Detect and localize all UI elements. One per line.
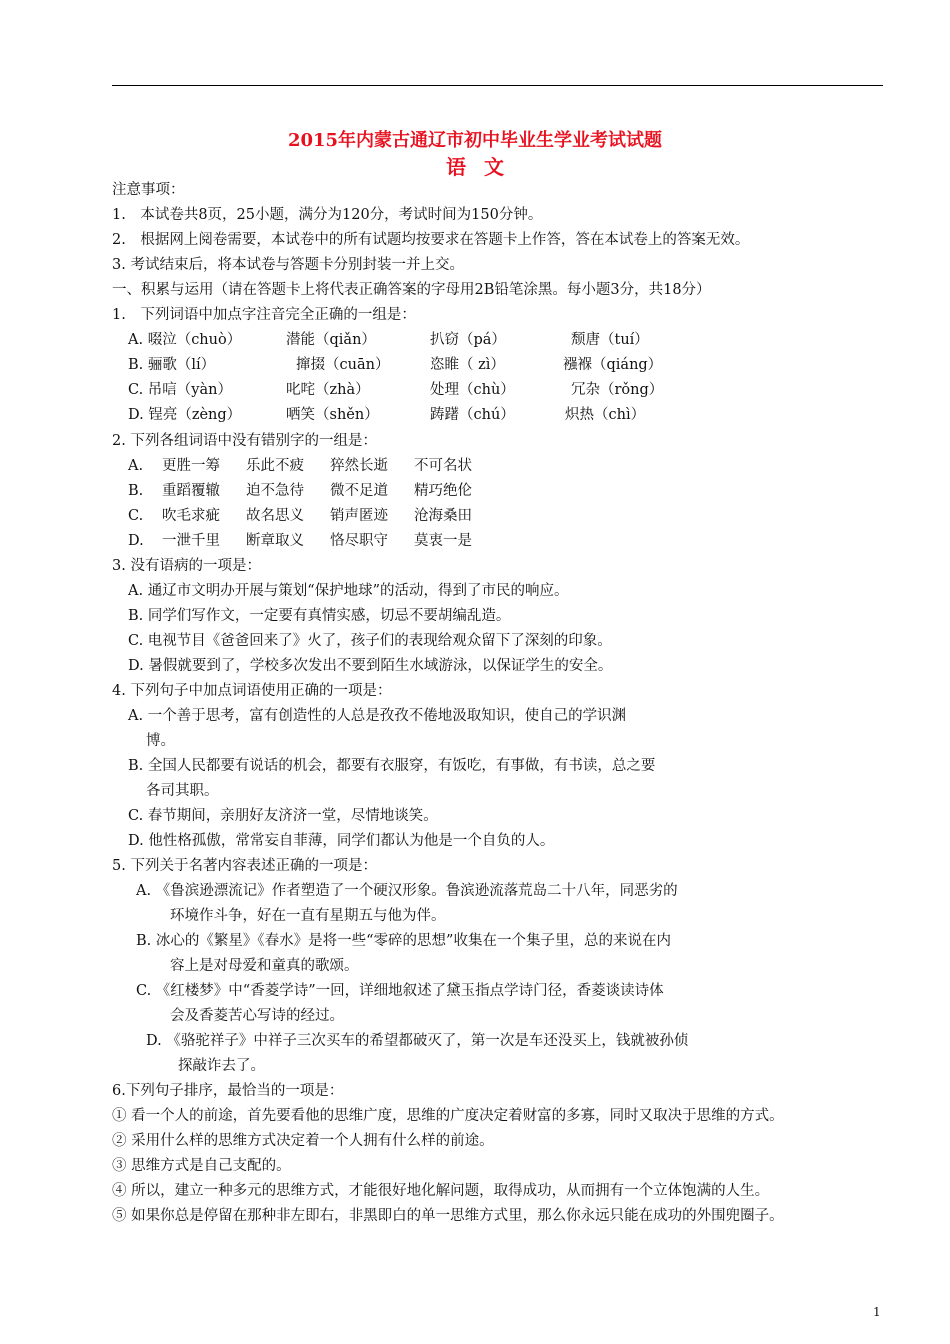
option-text: A. 《鲁滨逊漂流记》作者塑造了一个硬汉形象。鲁滨逊流落荒岛二十八年，同恶劣的 [136, 883, 678, 899]
option-text-cont: 博。 [146, 733, 175, 749]
question-stem: 5. 下列关于名著内容表述正确的一项是： [112, 858, 377, 874]
option-text: D. 他性格孤傲，常常妄自菲薄，同学们都认为他是一个自负的人。 [128, 833, 555, 849]
option-text: C. 春节期间，亲朋好友济济一堂，尽情地谈笑。 [128, 808, 438, 824]
option-text-cont: 探敲诈去了。 [178, 1058, 265, 1074]
question-stem: 3. 没有语病的一项是： [112, 558, 261, 574]
notes-heading: 注意事项： [112, 182, 185, 198]
option-text: B. 同学们写作文，一定要有真情实感，切忌不要胡编乱造。 [128, 608, 511, 624]
option-text-cont: 环境作斗争，好在一直有星期五与他为伴。 [170, 908, 446, 924]
sentence-item: ⑤ 如果你总是停留在那种非左即右，非黑即白的单一思维方式里，那么你永远只能在成功的外围兜圈子。 [112, 1208, 784, 1224]
option-text: C. 《红楼梦》中“香菱学诗”一回，详细地叙述了黛玉指点学诗门径，香菱谈读诗体 [136, 983, 664, 999]
exam-title: 2015年内蒙古通辽市初中毕业生学业考试试题 [287, 130, 663, 151]
page-number: 1 [873, 1305, 881, 1319]
sentence-item: ④ 所以，建立一种多元的思维方式，才能很好地化解问题，取得成功，从而拥有一个立体饱满的人生。 [112, 1183, 770, 1199]
option-text: B. 冰心的《繁星》《春水》是将一些“零碎的思想”收集在一个集子里，总的来说在内 [136, 933, 671, 949]
option-text-cont: 各司其职。 [146, 783, 219, 799]
option-text: A. 一个善于思考，富有创造性的人总是孜孜不倦地汲取知识，使自己的学识渊 [128, 708, 627, 724]
option-text: D. 暑假就要到了，学校多次发出不要到陌生水域游泳，以保证学生的安全。 [128, 658, 613, 674]
option-text: B. 全国人民都要有说话的机会，都要有衣服穿，有饭吃，有事做，有书读，总之要 [128, 758, 656, 774]
option-text: C. 电视节目《爸爸回来了》火了，孩子们的表现给观众留下了深刻的印象。 [128, 633, 612, 649]
sentence-item: ③ 思维方式是自己支配的。 [112, 1158, 291, 1174]
sentence-item: ① 看一个人的前途，首先要看他的思维广度，思维的广度决定着财富的多寡，同时又取决于思维的方式。 [112, 1108, 784, 1124]
section-heading: 一、积累与运用（请在答题卡上将代表正确答案的字母用2B铅笔涂黑。每小题3分，共18分） [112, 282, 711, 298]
top-rule [112, 85, 883, 86]
option-text-cont: 容上是对母爱和童真的歌颂。 [170, 958, 359, 974]
question-stem: 4. 下列句子中加点词语使用正确的一项是： [112, 683, 392, 699]
option-text-cont: 会及香菱苦心写诗的经过。 [170, 1008, 344, 1024]
note-item: 1. 本试卷共8页，25小题，满分为120分，考试时间为150分钟。 [112, 207, 543, 223]
subject-title: 语文 [446, 155, 522, 179]
question-stem: 6.下列句子排序，最恰当的一项是： [112, 1083, 344, 1099]
question-stem: 1. 下列词语中加点字注音完全正确的一组是： [112, 307, 416, 323]
note-item: 3. 考试结束后，将本试卷与答题卡分别封装一并上交。 [112, 257, 464, 273]
sentence-item: ② 采用什么样的思维方式决定着一个人拥有什么样的前途。 [112, 1133, 494, 1149]
question-stem: 2. 下列各组词语中没有错别字的一组是： [112, 433, 377, 449]
note-item: 2. 根据网上阅卷需要，本试卷中的所有试题均按要求在答题卡上作答，答在本试卷上的答案无效。 [112, 232, 750, 248]
option-text: A. 通辽市文明办开展与策划“保护地球”的活动，得到了市民的响应。 [128, 583, 569, 599]
option-text: D. 《骆驼祥子》中祥子三次买车的希望都破灭了，第一次是车还没买上，钱就被孙侦 [146, 1033, 689, 1049]
